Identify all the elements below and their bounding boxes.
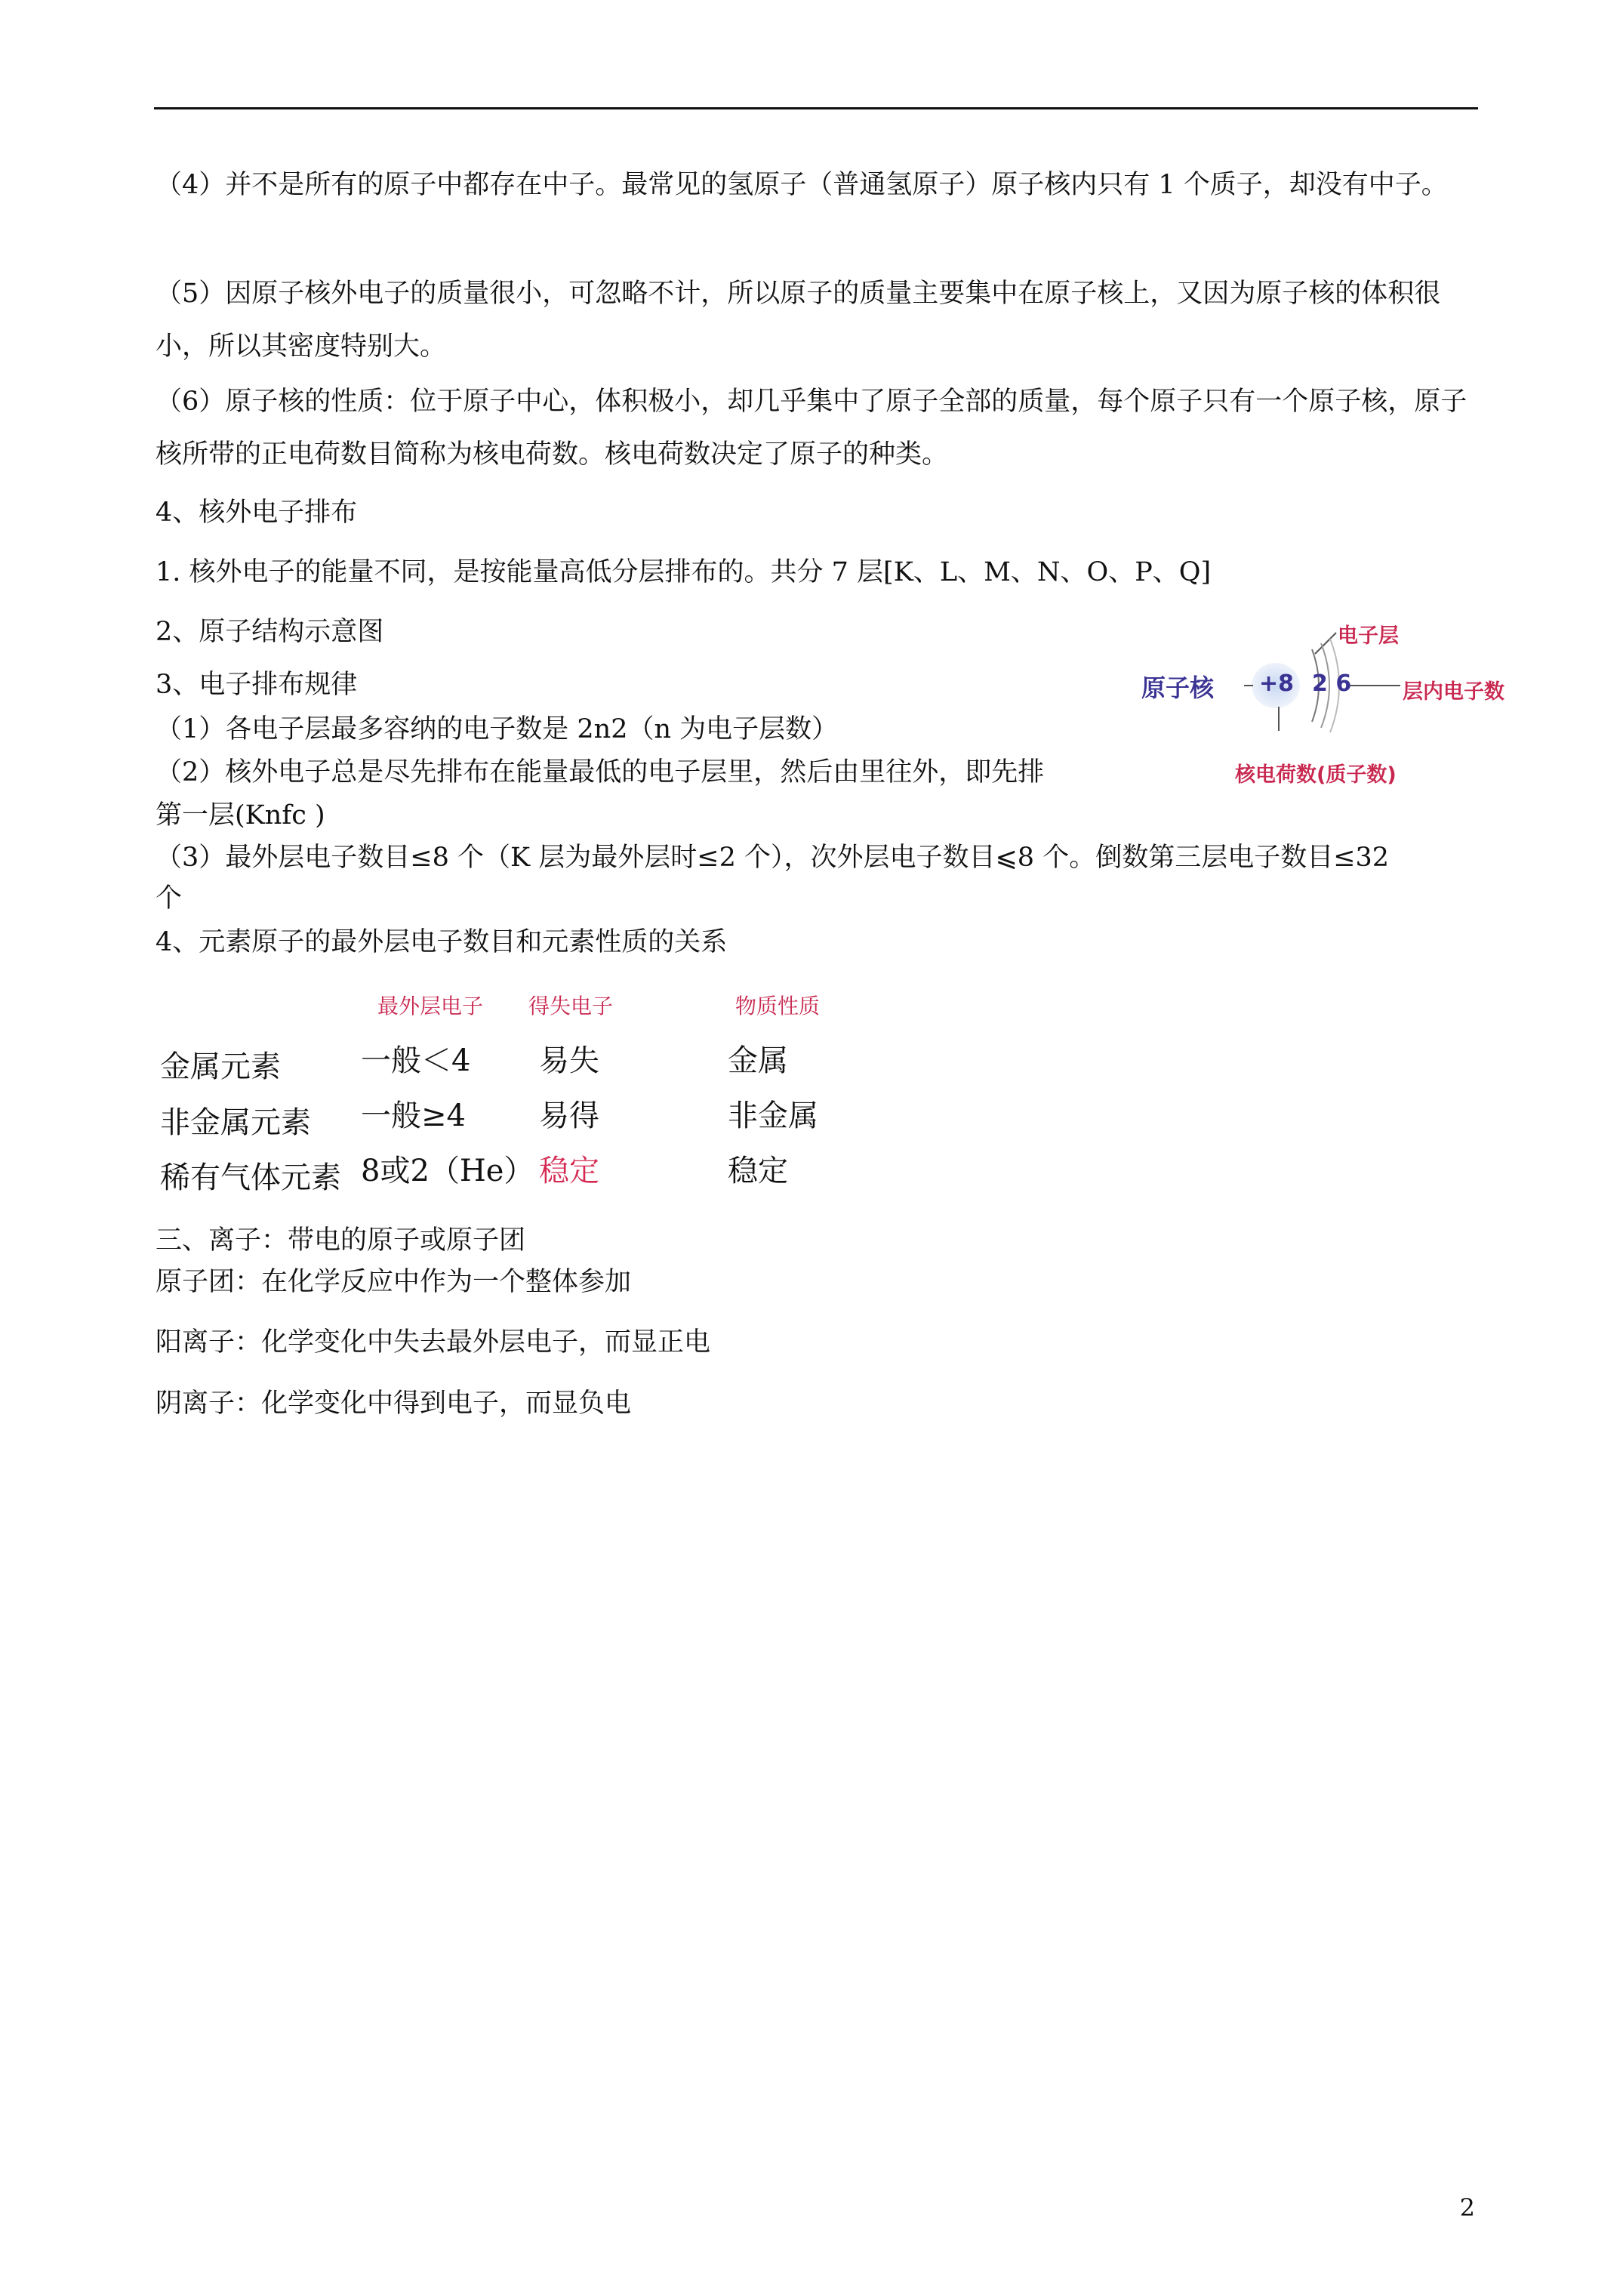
header-gain-loss: 得失电子 <box>528 994 614 1019</box>
item-1: 1. 核外电子的能量不同，是按能量高低分层排布的。共分 7 层[K、L、M、N、O、P、Q] <box>156 557 1212 587</box>
nuclear-charge: +8 <box>1259 670 1295 697</box>
row-metal-name: 金属元素 <box>160 1049 281 1084</box>
row-metal-gain-loss: 易失 <box>539 1043 599 1078</box>
row-noble-gas-name: 稀有气体元素 <box>160 1160 341 1195</box>
page-number: 2 <box>1459 2193 1475 2222</box>
atomic-group-definition: 原子团：在化学反应中作为一个整体参加 <box>156 1267 632 1297</box>
item-3: 3、电子排布规律 <box>156 670 358 700</box>
section-ions: 三、离子：带电的原子或原子团 <box>156 1225 526 1256</box>
atom-structure-diagram <box>1140 610 1525 806</box>
rule-1: （1）各电子层最多容纳的电子数是 2n2（n 为电子层数） <box>156 714 839 744</box>
row-nonmetal-gain-loss: 易得 <box>539 1099 599 1133</box>
header-rule <box>154 107 1478 109</box>
row-nonmetal-outer: 一般≥4 <box>361 1099 466 1133</box>
row-nonmetal-property: 非金属 <box>728 1099 818 1133</box>
cation-definition: 阳离子：化学变化中失去最外层电子，而显正电 <box>156 1327 711 1358</box>
header-property: 物质性质 <box>735 994 821 1019</box>
proton-label: 核电荷数(质子数) <box>1235 763 1397 787</box>
item-2: 2、原子结构示意图 <box>156 617 384 647</box>
shell-label: 电子层 <box>1338 624 1399 648</box>
rule-2b: 第一层(Knfc ) <box>156 800 325 831</box>
paragraph-6: （6）原子核的性质：位于原子中心，体积极小，却几乎集中了原子全部的质量，每个原子只有一个原子核，原子核所带的正电荷数目简称为核电荷数。核电荷数决定了原子的种类。 <box>156 387 1467 470</box>
anion-definition: 阴离子：化学变化中得到电子，而显负电 <box>156 1388 632 1419</box>
nucleus-label: 原子核 <box>1141 673 1215 702</box>
heading-electron-arrangement: 4、核外电子排布 <box>156 498 358 528</box>
row-metal-outer: 一般＜4 <box>361 1043 471 1078</box>
row-noble-gas-gain-loss: 稳定 <box>539 1154 599 1188</box>
paragraph-4: （4）并不是所有的原子中都存在中子。最常见的氢原子（普通氢原子）原子核内只有 1 个质子，却没有中子。 <box>156 170 1448 200</box>
electron-counts: 2 6 <box>1312 670 1352 697</box>
heading-element-relation: 4、元素原子的最外层电子数目和元素性质的关系 <box>156 927 728 957</box>
paragraph-5: （5）因原子核外电子的质量很小，可忽略不计，所以原子的质量主要集中在原子核上，又因为原子核的体积很小，所以其密度特别大。 <box>156 279 1441 362</box>
shell-count-label: 层内电子数 <box>1403 680 1504 704</box>
row-noble-gas-outer: 8或2（He） <box>361 1154 534 1188</box>
row-nonmetal-name: 非金属元素 <box>160 1105 311 1140</box>
rule-2a: （2）核外电子总是尽先排布在能量最低的电子层里，然后由里往外，即先排 <box>156 757 1045 787</box>
row-metal-property: 金属 <box>728 1043 788 1078</box>
rule-3b: 个 <box>156 883 183 914</box>
header-outer-electrons: 最外层电子 <box>377 994 484 1019</box>
rule-3a: （3）最外层电子数目≤8 个（K 层为最外层时≤2 个），次外层电子数目⩽8 个。倒数第三层电子数目≤32 <box>156 843 1390 873</box>
row-noble-gas-property: 稳定 <box>728 1154 788 1188</box>
